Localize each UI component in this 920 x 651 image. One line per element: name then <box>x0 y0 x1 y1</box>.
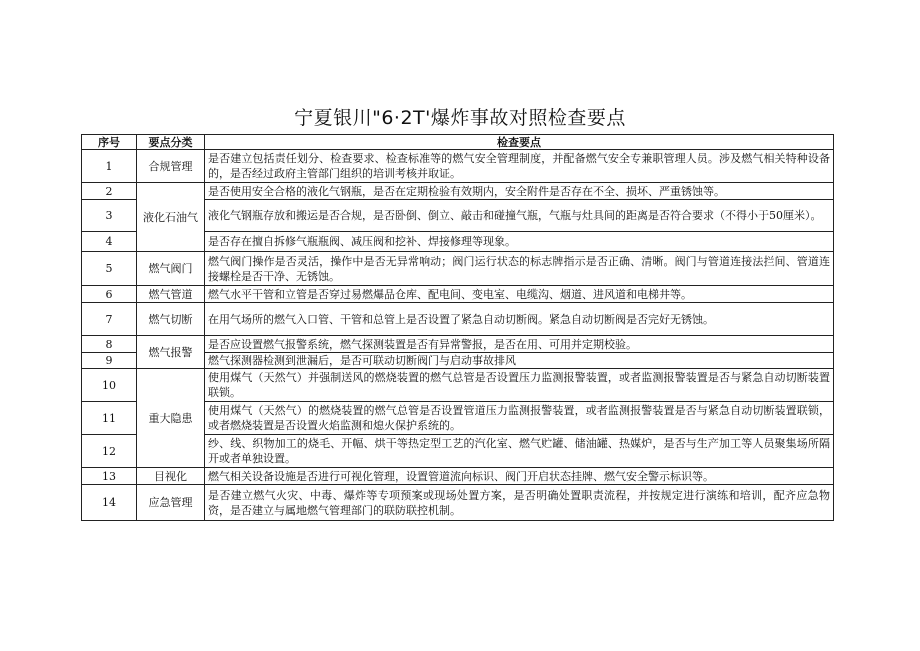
row-number: 12 <box>82 435 137 468</box>
row-category: 燃气阀门 <box>137 252 205 286</box>
row-content: 是否使用安全合格的液化气钢瓶，是否在定期检验有效期内，安全附件是否存在不全、损坏、严重锈蚀等。 <box>205 183 834 200</box>
inspection-table <box>81 134 834 521</box>
table-row <box>82 252 834 286</box>
row-category: 重大隐患 <box>137 369 205 468</box>
row-content: 使用煤气（天然气）的燃烧装置的燃气总管是否设置管道压力监测报警装置，或者监测报警装置是否与紧急自动切断装置联锁，或者燃烧装置是否设置火焰监测和熄火保护系统的。 <box>205 402 834 435</box>
row-number: 6 <box>82 286 137 303</box>
row-content: 纱、线、织物加工的烧毛、开幅、烘干等热定型工艺的汽化室、燃气贮罐、储油罐、热媒炉，是否与生产加工等人员聚集场所隔开或者单独设置。 <box>205 435 834 468</box>
row-content: 燃气相关设备设施是否进行可视化管理，设置管道流向标识、阀门开启状态挂牌、燃气安全警示标识等。 <box>205 468 834 485</box>
row-category: 应急管理 <box>137 485 205 521</box>
table-row <box>82 303 834 336</box>
row-category: 燃气管道 <box>137 286 205 303</box>
row-number: 13 <box>82 468 137 485</box>
header-no: 序号 <box>82 135 137 150</box>
row-number: 7 <box>82 303 137 336</box>
row-content: 是否建立包括责任划分、检查要求、检查标准等的燃气安全管理制度，并配备燃气安全专兼职管理人员。涉及燃气相关特种设备的，是否经过政府主管部门组织的培训考核并取证。 <box>205 150 834 183</box>
table-row <box>82 468 834 485</box>
table-row <box>82 286 834 303</box>
row-content: 在用气场所的燃气入口管、干管和总管上是否设置了紧急自动切断阀。紧急自动切断阀是否完好无锈蚀。 <box>205 303 834 336</box>
row-number: 2 <box>82 183 137 200</box>
table-row <box>82 150 834 183</box>
row-category: 燃气切断 <box>137 303 205 336</box>
table-row <box>82 369 834 402</box>
header-content: 检查要点 <box>205 135 834 150</box>
row-number: 10 <box>82 369 137 402</box>
row-category: 液化石油气 <box>137 183 205 252</box>
table-row <box>82 183 834 200</box>
row-content: 液化气钢瓶存放和搬运是否合规，是否卧倒、倒立、敲击和碰撞气瓶，气瓶与灶具间的距离是否符合要求（不得小于50厘米）。 <box>205 200 834 232</box>
table-header-row <box>82 135 834 150</box>
row-number: 14 <box>82 485 137 521</box>
row-number: 5 <box>82 252 137 286</box>
row-content: 燃气水平干管和立管是否穿过易燃爆品仓库、配电间、变电室、电缆沟、烟道、进风道和电梯井等。 <box>205 286 834 303</box>
row-category: 目视化 <box>137 468 205 485</box>
row-number: 9 <box>82 353 137 369</box>
row-number: 4 <box>82 232 137 252</box>
row-content: 燃气阀门操作是否灵活，操作中是否无异常响动；阀门运行状态的标志牌指示是否正确、清晰。阀门与管道连接法拦间、管道连接螺栓是否干净、无锈蚀。 <box>205 252 834 286</box>
row-category: 燃气报警 <box>137 336 205 369</box>
row-content: 是否存在擅自拆修气瓶瓶阀、减压阀和挖补、焊接修理等现象。 <box>205 232 834 252</box>
row-number: 8 <box>82 336 137 353</box>
row-number: 11 <box>82 402 137 435</box>
table-row <box>82 336 834 353</box>
row-content: 燃气探测器检测到泄漏后，是否可联动切断阀门与启动事故排风 <box>205 353 834 369</box>
document-title: 宁夏银川"6·2T'爆炸事故对照检查要点 <box>294 107 626 129</box>
row-content: 使用煤气（天然气）并强制送风的燃烧装置的燃气总管是否设置压力监测报警装置，或者监测报警装置是否与紧急自动切断装置联锁。 <box>205 369 834 402</box>
row-number: 1 <box>82 150 137 183</box>
header-category: 要点分类 <box>137 135 205 150</box>
row-content: 是否应设置燃气报警系统，燃气探测装置是否有异常警报，是否在用、可用并定期校验。 <box>205 336 834 353</box>
table-row <box>82 485 834 521</box>
row-number: 3 <box>82 200 137 232</box>
row-content: 是否建立燃气火灾、中毒、爆炸等专项预案或现场处置方案，是否明确处置职责流程，并按规定进行演练和培训，配齐应急物资，是否建立与属地燃气管理部门的联防联控机制。 <box>205 485 834 521</box>
row-category: 合规管理 <box>137 150 205 183</box>
